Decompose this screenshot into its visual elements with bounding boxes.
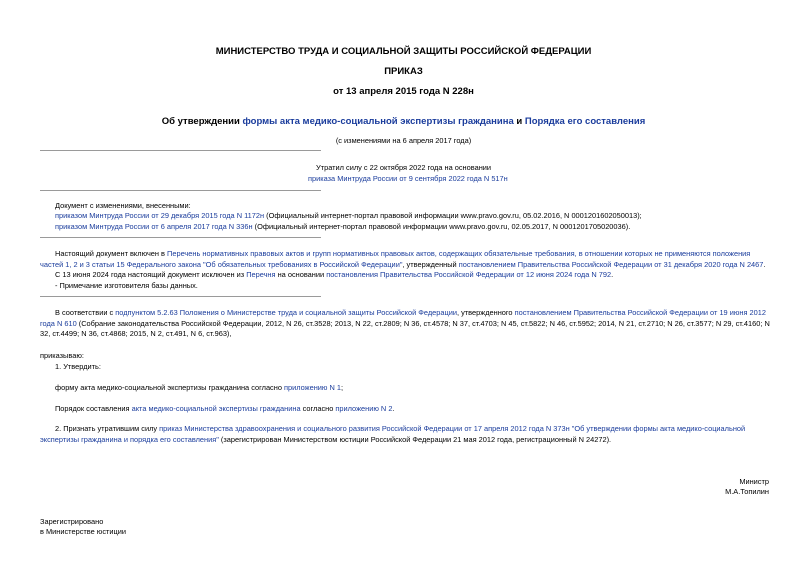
exclusion-link-decree[interactable]: постановления Правительства Российской Федерации от 12 июня 2024 года N 792 — [326, 270, 612, 279]
document-date-number: от 13 апреля 2015 года N 228н — [333, 86, 474, 97]
preamble-paragraph — [40, 308, 770, 340]
db-note: - Примечание изготовителя базы данных. — [55, 281, 198, 290]
ministry-name: МИНИСТЕРСТВО ТРУДА И СОЦИАЛЬНОЙ ЗАЩИТЫ РОССИЙСКОЙ ФЕДЕРАЦИИ — [215, 46, 592, 57]
notice-link-list[interactable]: Перечень нормативных правовых актов и групп нормативных правовых актов, содержащих обязательные требования, в отношении которых не применяются положения частей 1, 2 и 3 статьи 15 Федерального закона "Об обязательных требованиях в Российской Федерации" — [40, 249, 751, 269]
amendment-text-1: (Официальный интернет-портал правовой информации www.pravo.gov.ru, 05.02.2016, N 0001201602050013); — [264, 211, 642, 220]
exclusion-text: на основании — [275, 270, 327, 279]
amendments-intro: Документ с изменениями, внесенными: — [55, 201, 191, 210]
item-form-text: форму акта медико-социальной экспертизы гражданина согласно — [55, 383, 284, 392]
divider — [40, 237, 321, 238]
act-link[interactable]: акта медико-социальной экспертизы гражданина — [131, 404, 301, 413]
registered-line-2: в Министерстве юстиции — [40, 527, 127, 536]
notice-link-decree[interactable]: постановлением Правительства Российской Федерации от 31 декабря 2020 года N 2467 — [458, 259, 764, 269]
notice-text: . — [763, 259, 766, 269]
divider — [40, 296, 321, 297]
preamble-text: , утвержденного — [457, 308, 515, 317]
item-procedure-text: согласно — [300, 404, 336, 413]
document-title — [0, 116, 807, 127]
registered-line-1: Зарегистрировано — [40, 517, 104, 526]
title-prefix: Об утверждении — [161, 116, 243, 127]
title-middle: и — [513, 116, 525, 127]
exclusion-text: . — [611, 270, 614, 279]
preamble-link-decree[interactable]: постановлением Правительства Российской Федерации от 19 июня 2012 года N 610 — [40, 308, 766, 328]
appendix-2-link[interactable]: приложению N 2 — [335, 404, 393, 413]
divider — [40, 190, 321, 191]
title-link-procedure[interactable]: Порядка его составления — [524, 116, 646, 127]
item-form — [55, 383, 343, 393]
preamble-text: (Собрание законодательства Российской Федерации, 2012, N 26, ст.3528; 2013, N 22, ст.2809; N 36, ст.4578; N 37, ст.4703; N 45, ст.5822; N 46, ст.5952; 2014, N 21, ст.2710; N 26, ст.3577; N 29, ст.4160; N 32, ст.4499; N 36, ст.4868; 2015, N 2, ст.491, N 6, ст.963), — [40, 318, 770, 339]
preamble-link-regulation[interactable]: подпунктом 5.2.63 Положения о Министерстве труда и социальной защиты Российской Федерации — [115, 308, 457, 317]
amendment-link-2[interactable]: приказом Минтруда России от 6 апреля 2017 года N 336н — [55, 222, 253, 231]
order-word: приказываю: — [40, 351, 84, 360]
item-2-text: 2. Признать утратившим силу — [55, 424, 160, 433]
item-procedure-text: Порядок составления — [55, 404, 132, 413]
amendment-text-2: (Официальный интернет-портал правовой информации www.pravo.gov.ru, 02.05.2017, N 0001201705020036). — [252, 222, 631, 231]
item-procedure-text: . — [392, 404, 395, 413]
item-form-text: ; — [341, 383, 344, 392]
preamble-text: В соответствии с — [55, 308, 116, 317]
appendix-1-link[interactable]: приложению N 1 — [284, 383, 342, 392]
amendment-item — [55, 222, 630, 232]
title-link-form[interactable]: формы акта медико-социальной экспертизы гражданина — [242, 116, 514, 127]
signature-title: Министр — [739, 477, 769, 486]
amendment-link-1[interactable]: приказом Минтруда России от 29 декабря 2015 года N 1172н — [55, 211, 265, 220]
divider — [40, 150, 321, 151]
amendment-item — [55, 211, 642, 221]
item-2-text: (зарегистрирован Министерством юстиции Российской Федерации 21 мая 2012 года, регистрационный N 24272). — [218, 434, 612, 444]
notice-text: Настоящий документ включен в — [55, 249, 168, 258]
item-procedure — [55, 404, 395, 414]
notice-paragraph — [40, 249, 770, 270]
invalid-notice-link[interactable]: приказа Минтруда России от 9 сентября 2022 года N 517н — [308, 174, 508, 183]
exclusion-notice — [55, 270, 613, 280]
signature-name: М.А.Топилин — [725, 487, 769, 496]
invalid-notice: Утратил силу с 22 октября 2022 года на основании — [316, 163, 492, 172]
changes-note: (с изменениями на 6 апреля 2017 года) — [335, 136, 472, 145]
exclusion-text: С 13 июня 2024 года настоящий документ исключен из — [55, 270, 247, 279]
repealed-order-link[interactable]: приказ Министерства здравоохранения и социального развития Российской Федерации от 17 апреля 2012 года N 373н "Об утверждении формы акта медико-социальной экспертизы гражданина и порядка его составления" — [40, 424, 746, 444]
document-type: ПРИКАЗ — [384, 66, 423, 77]
notice-text: , утвержденный — [402, 259, 459, 269]
item-1: 1. Утвердить: — [55, 362, 101, 371]
item-2-paragraph — [40, 424, 770, 445]
exclusion-link-list[interactable]: Перечня — [246, 270, 276, 279]
